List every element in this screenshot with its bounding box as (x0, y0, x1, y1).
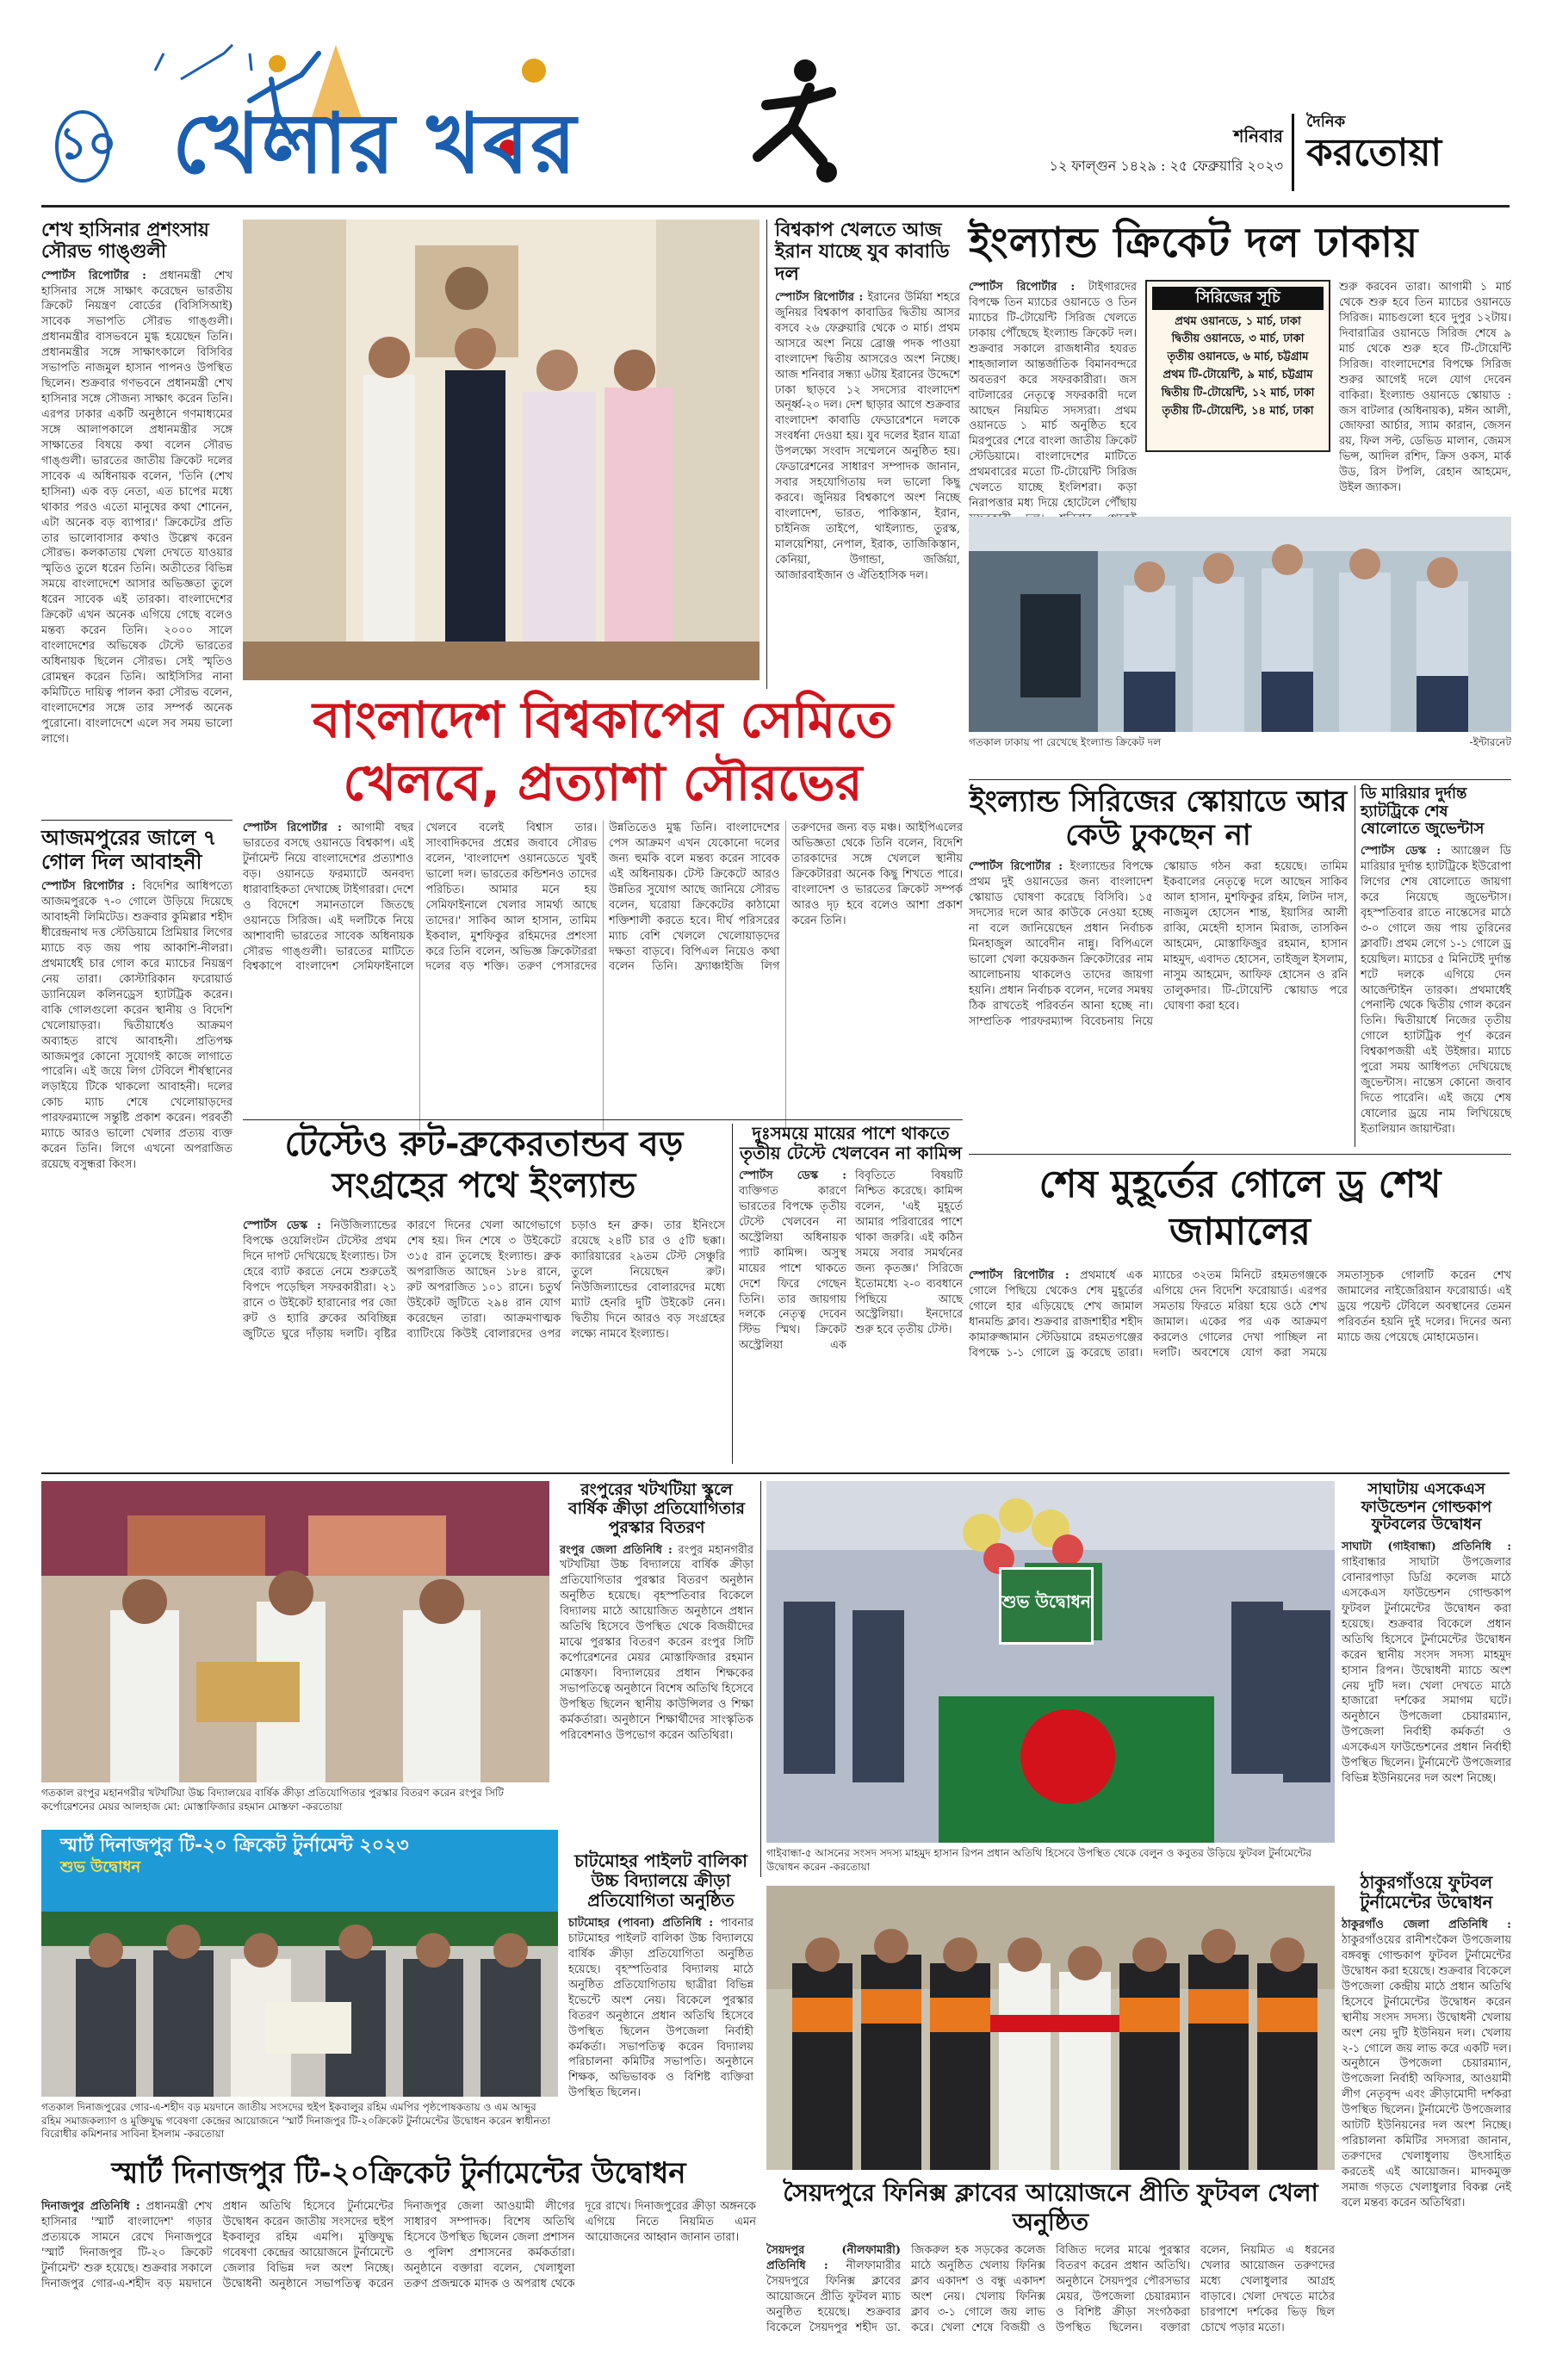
headline: স্মার্ট দিনাজপুর টি-২০ক্রিকেট টুর্নামেন্টের উদ্বোধন (111, 2156, 686, 2191)
byline: স্পোর্টস রিপোর্টার : (243, 821, 342, 834)
article-body: প্রধানমন্ত্রী শেখ হাসিনার 'স্মার্ট বাংলাদেশ' গড়ার প্রত্যয়কে সামনে রেখে দিনাজপুরে 'স্মার্ট দিনাজপুর টি-২০ ক্রিকেট টুর্নামেন্ট' শুরু হয়েছে। শুক্রবার সকালে দিনাজপুর গোর-এ-শহীদ বড় ময়দানে প্রধান অতিথি হিসেবে টুর্নামেন্টের উদ্বোধন করেন জাতীয় সংসদের হুইপ ইকবালুর রহিম এমপি। মুক্তিযুদ্ধ গবেষণা কেন্দ্রের আয়োজনে টুর্নামেন্টে জেলার বিভিন্ন দল অংশ নিচ্ছে। উদ্বোধনী অনুষ্ঠানে সভাপতিত্ব করেন দিনাজপুর জেলা আওয়ামী লীগের সাধারণ সম্পাদক। বিশেষ অতিথি হিসেবে উপস্থিত ছিলেন জেলা প্রশাসন ও পুলিশ প্রশাসনের কর্মকর্তারা। অনুষ্ঠানে বক্তারা বলেন, খেলাধুলা তরুণ প্রজন্মকে মাদক ও অপরাধ থেকে দূরে রাখে। দিনাজপুরের ক্রীড়া অঙ্গনকে এগিয়ে নিতে নিয়মিত এমন আয়োজনের আহ্বান জানান তারা। (41, 2200, 756, 2290)
article-body: পাবনার চাটমোহর পাইলট বালিকা উচ্চ বিদ্যালয়ে বার্ষিক ক্রীড়া প্রতিযোগিতা অনুষ্ঠিত হয়েছে। বৃহস্পতিবার বিদ্যালয় মাঠে অনুষ্ঠিত প্রতিযোগিতায় ছাত্রীরা বিভিন্ন ইভেন্টে অংশ নেয়। বিকেলে পুরস্কার বিতরণ অনুষ্ঠানে প্রধান অতিথি হিসেবে উপস্থিত ছিলেন উপজেলা নির্বাহী কর্মকর্তা। সভাপতিত্ব করেন বিদ্যালয় পরিচালনা কমিটির সভাপতি। অনুষ্ঠানে শিক্ষক, অভিভাবক ও বিশিষ্ট ব্যক্তিরা উপস্থিত ছিলেন। (568, 1917, 753, 2100)
article-body: নিউজিল্যান্ডের বিপক্ষে ওয়েলিংটন টেস্টের প্রথম দিনে দাপট দেখিয়েছে ইংল্যান্ড। টস হেরে ব্যাট করতে নেমে শুরুতেই বিপদে পড়েছিল সফরকারীরা। ২১ রানে ৩ উইকেট হারানোর পর জো রুট ও হ্যারি ব্রুকের অবিচ্ছিন্ন জুটিতে ঘুরে দাঁড়ায় দলটি। বৃষ্টির কারণে দিনের খেলা আগেভাগে শেষ হয়। দিন শেষে ৩ উইকেটে ৩১৫ রান তুলেছে ইংল্যান্ড। ব্রুক অপরাজিত আছেন ১৮৪ রানে, রুট অপরাজিত ১০১ রানে। চতুর্থ উইকেট জুটিতে ২৯৪ রান যোগ করেছেন তারা। আক্রমণাত্মক ব্যাটিংয়ে কিউই বোলারদের ওপর চড়াও হন ব্রুক। তার ইনিংসে রয়েছে ২৪টি চার ও ৫টি ছক্কা। ক্যারিয়ারের ২৯তম টেস্ট সেঞ্চুরি তুলে নিয়েছেন রুট। নিউজিল্যান্ডের বোলারদের মধ্যে ম্যাট হেনরি দুটি উইকেট নেন। দ্বিতীয় দিনে আরও বড় সংগ্রহের লক্ষ্যে নামবে ইংল্যান্ড। (243, 1219, 725, 1341)
column-rule (766, 220, 767, 689)
headline: দুঃসময়ে মায়ের পাশে থাকতে তৃতীয় টেস্টে খেলবেন না কামিন্স (740, 1123, 962, 1163)
article-body: অ্যাঞ্জেল ডি মারিয়ার দুর্দান্ত হ্যাটট্রিকে ইউরোপা লিগের শেষ ষোলোতে জায়গা করে নিয়েছে জুভেন্টাস। বৃহস্পতিবার রাতে নান্তেসের মাঠে ৩-০ গোলে জয় পায় তুরিনের ক্লাবটি। প্রথম লেগে ১-১ গোলে ড্র হয়েছিল। ম্যাচের ৫ মিনিটেই দুর্দান্ত শটে দলকে এগিয়ে দেন আর্জেন্টাইন তারকা। প্রথমার্ধেই পেনাল্টি থেকে দ্বিতীয় গোল করেন তিনি। দ্বিতীয়ার্ধে নিজের তৃতীয় গোলে হ্যাটট্রিক পূর্ণ করেন বিশ্বকাপজয়ী এই উইঙ্গার। ম্যাচে পুরো সময় আধিপত্য দেখিয়েছে জুভেন্টাস। নান্তেস কোনো জবাব দিতে পারেনি। এই জয়ে শেষ ষোলোর ড্রয়ে নাম লিখিয়েছে ইতালিয়ান জায়ান্টরা। (1361, 845, 1511, 1136)
article-abahani (41, 827, 232, 1464)
article-body: প্রথমার্ধে এক গোলে পিছিয়ে থেকেও শেষ মুহূর্তের গোলে হার এড়িয়েছে শেখ জামাল ধানমন্ডি ক্লাব। শুক্রবার রাজশাহীর শহীদ কামারুজ্জামান স্টেডিয়ামে রহমতগঞ্জের বিপক্ষে ১-১ গোলে ড্র করেছে তারা। ম্যাচের ৩২তম মিনিটে রহমতগঞ্জকে এগিয়ে দেন বিদেশি ফরোয়ার্ড। এরপর সমতায় ফিরতে মরিয়া হয়ে ওঠে শেখ জামাল। একের পর এক আক্রমণ করলেও গোলের দেখা পাচ্ছিল না দলটি। অবশেষে যোগ করা সময়ে সমতাসূচক গোলটি করেন শেখ জামালের নাইজেরিয়ান ফরোয়ার্ড। এই ড্রয়ে পয়েন্ট টেবিলে অবস্থানের তেমন পরিবর্তন হয়নি দুই দলের। দিনের অন্য ম্যাচে জয় পেয়েছে মোহামেডান। (969, 1269, 1511, 1360)
photo-caption (41, 1787, 549, 1825)
article-ganguly-praise (41, 220, 232, 814)
headline: রংপুরের খটখটিয়া স্কুলে বার্ষিক ক্রীড়া প্রতিযোগিতার পুরস্কার বিতরণ (568, 1480, 745, 1537)
england-arrival-art (969, 517, 1511, 732)
byline: স্পোর্টস রিপোর্টার : (969, 281, 1076, 294)
section-rule (969, 1154, 1511, 1155)
byline: স্পোর্টস রিপোর্টার : (969, 860, 1063, 874)
byline: স্পোর্টস রিপোর্টার : (41, 880, 136, 894)
headline: চাটমোহর পাইলট বালিকা উচ্চ বিদ্যালয়ে ক্রীড়া প্রতিযোগিতা অনুষ্ঠিত (574, 1850, 747, 1911)
headline: শেখ হাসিনার প্রশংসায় সৌরভ গাঙ্গুলী (41, 220, 209, 263)
caption-text: গতকাল রংপুর মহানগরীর খটখটিয়া উচ্চ বিদ্যালয়ের বার্ষিক ক্রীড়া প্রতিযোগিতার পুরস্কার বিতরণ করেন রংপুর সিটি কর্পোরেশনের মেয়র আলহাজ মো: মোস্তাফিজার রহমান মোস্তফা (41, 1787, 504, 1813)
article-body: বিদেশির আধিপত্যে আজমপুরকে ৭-০ গোলে উড়িয়ে দিয়েছে আবাহনী লিমিটেড। শুক্রবার কুমিল্লার শহীদ ধীরেন্দ্রনাথ দত্ত স্টেডিয়ামে প্রিমিয়ার লিগের ম্যাচে বড় জয় পায় আকাশি-নীলরা। প্রথমার্ধেই চার গোল করে ম্যাচের নিয়ন্ত্রণ নেয় তারা। কোস্টারিকান ফরোয়ার্ড ড্যানিয়েল কলিনড্রেস হ্যাটট্রিক করেন। বাকি গোলগুলো করেন স্থানীয় ও বিদেশি খেলোয়াড়রা। দ্বিতীয়ার্ধেও আক্রমণ অব্যাহত রাখে আবাহনী। প্রতিপক্ষ আজমপুর কোনো সুযোগই কাজে লাগাতে পারেনি। এই জয়ে লিগ টেবিলে শীর্ষস্থানের লড়াইয়ে টিকে থাকলো আবাহনী। দলের কোচ ম্যাচ শেষে খেলোয়াড়দের পারফরম্যান্সে সন্তুষ্টি প্রকাশ করেন। পরবর্তী ম্যাচে আরও ভালো খেলার প্রত্যয় ব্যক্ত করেন তিনি। লিগে এখনো অপরাজিত রয়েছে বসুন্ধরা কিংস। (41, 880, 233, 1172)
photo-caption: গতকাল ঢাকায় পা রেখেছে ইংল্যান্ড ক্রিকেট দল (969, 736, 1162, 748)
headline: আজমপুরের জালে ৭ গোল দিল আবাহনী (41, 826, 217, 874)
byline: রংপুর জেলা প্রতিনিধি : (560, 1543, 673, 1557)
column-rule (41, 820, 232, 821)
article-cummins (739, 1124, 963, 1464)
photo-caption (766, 1847, 1335, 1878)
column-rule (732, 1124, 733, 1464)
caption-text: গতকাল দিনাজপুরের গোর-এ-শহীদ বড় ময়দানে জাতীয় সংসদের হুইপ ইকবালুর রহিম এমপির পৃষ্ঠপোষকতায় ও এম আব্দুর রহিম সমাজকল্যাণ ও মুক্তিযুদ্ধ গবেষণা কেন্দ্রের আয়োজনে 'স্মার্ট দিনাজপুর টি-২০ক্রিকেট টুর্নামেন্টের উদ্বোধন করেন স্বাধীনতা বিরোধীর কমিশনার সাবিনা ইসলাম (41, 2101, 551, 2141)
banner-subtitle: শুভ উদ্বোধন (60, 1857, 141, 1876)
saghata-photo (766, 1481, 1335, 1843)
byline: সাঘাটা (গাইবান্ধা) প্রতিনিধি : (1342, 1540, 1511, 1554)
headline: ঠাকুরগাঁওয়ে ফুটবল টুর্নামেন্টের উদ্বোধন (1360, 1872, 1493, 1912)
headline: ডি মারিয়ার দুর্দান্ত হ্যাটট্রিকে শেষ ষোলোতে জুভেন্টাস (1361, 784, 1485, 839)
byline: স্পোর্টস রিপোর্টার : (41, 269, 146, 282)
schedule-row: প্রথম ওয়ানডে, ১ মার্চ, ঢাকা (1175, 314, 1301, 328)
article-body: গাইবান্ধার সাঘাটা উপজেলার বোনারপাড়া ডিগ্রি কলেজ মাঠে এসকেএস ফাউন্ডেশন গোল্ডকাপ ফুটবল টুর্নামেন্টের উদ্বোধন করা হয়েছে। শুক্রবার বিকেলে প্রধান অতিথি হিসেবে টুর্নামেন্টের উদ্বোধন করেন স্থানীয় সংসদ সদস্য মাহমুদ হাসান রিপন। উদ্বোধনী ম্যাচে অংশ নেয় দুটি দল। খেলা দেখতে মাঠে হাজারো দর্শকের সমাগম ঘটে। অনুষ্ঠানে উপজেলা চেয়ারম্যান, উপজেলা নির্বাহী কর্মকর্তা ও এসকেএস ফাউন্ডেশনের প্রধান নির্বাহী উপস্থিত ছিলেন। টুর্নামেন্টে উপজেলার বিভিন্ন ইউনিয়নের দল অংশ নিচ্ছে। (1342, 1556, 1511, 1786)
date-block (947, 127, 1283, 187)
article-body: নীলফামারীর সৈয়দপুরে ফিনিক্স ক্লাবের আয়োজনে প্রীতি ফুটবল ম্যাচ অনুষ্ঠিত হয়েছে। শুক্রবার বিকেলে সৈয়দপুর শহীদ ডা. জিকরুল হক সড়কের কলেজ মাঠে অনুষ্ঠিত খেলায় ফিনিক্স ক্লাব একাদশ ও বন্ধু একাদশ অংশ নেয়। খেলায় ফিনিক্স ক্লাব ৩-১ গোলে জয় লাভ করে। খেলা শেষে বিজয়ী ও বিজিত দলের মাঝে পুরস্কার বিতরণ করেন প্রধান অতিথি। অনুষ্ঠানে সৈয়দপুর পৌরসভার মেয়র, উপজেলা চেয়ারম্যান ও বিশিষ্ট ক্রীড়া সংগঠকরা উপস্থিত ছিলেন। বক্তারা বলেন, নিয়মিত এ ধরনের খেলার আয়োজন তরুণদের মধ্যে খেলাধুলার আগ্রহ বাড়াবে। খেলা দেখতে মাঠের চারপাশে দর্শকের ভিড় ছিল চোখে পড়ার মতো। (766, 2244, 1335, 2334)
caption-credit: -করতোয়া (829, 1860, 871, 1873)
article-saghata-football (1342, 1481, 1511, 1864)
article-body-left: টাইগারদের বিপক্ষে তিন ম্যাচের ওয়ানডে ও তিন ম্যাচের টি-টোয়েন্টি সিরিজ খেলতে ঢাকায় পৌঁছেছে ইংল্যান্ড ক্রিকেট দল। শুক্রবার সকালে রাজধানীর হযরত শাহজালাল আন্তর্জাতিক বিমানবন্দরে অবতরণ করে সফরকারীরা। জস বাটলারের নেতৃত্বে সফরকারী দলে আছেন নিয়মিত সদস্যরা। প্রথম ওয়ানডে ১ মার্চ অনুষ্ঠিত হবে মিরপুরের শেরে বাংলা জাতীয় ক্রিকেট স্টেডিয়ামে। বাংলাদেশের মাটিতে প্রথমবারের মতো টি-টোয়েন্টি সিরিজ খেলতে যাচ্ছে ইংলিশরা। কড়া নিরাপত্তার মধ্য দিয়ে হোটেলে পৌঁছায় (969, 281, 1137, 511)
headline: বাংলাদেশ বিশ্বকাপের সেমিতে খেলবে, প্রত্যাশা সৌরভের (312, 691, 893, 812)
headline: বিশ্বকাপ খেলতে আজ ইরান যাচ্ছে যুব কাবাডি দল (775, 220, 950, 285)
schedule-row: প্রথম টি-টোয়েন্টি, ৯ মার্চ, চট্টগ্রাম (1162, 369, 1313, 382)
rangpur-photo (41, 1481, 549, 1782)
caption-credit: -করতোয়া (183, 2128, 225, 2141)
article-england-squad (969, 785, 1348, 1147)
rangpur-photo-art (41, 1481, 549, 1782)
headline: ইংল্যান্ড সিরিজের স্কোয়াডে আর কেউ ঢুকছেন না (969, 784, 1348, 853)
article-body: ঠাকুরগাঁওয়ের রানীশংকৈল উপজেলায় বঙ্গবন্ধু গোল্ডকাপ ফুটবল টুর্নামেন্টের উদ্বোধন করা হয়েছে। শুক্রবার বিকেলে উপজেলা কেন্দ্রীয় মাঠে প্রধান অতিথি হিসেবে টুর্নামেন্টের উদ্বোধন করেন স্থানীয় সংসদ সদস্য। উদ্বোধনী খেলায় অংশ নেয় দুটি ইউনিয়ন দল। খেলায় ২-১ গোলে জয় লাভ করে একটি দল। অনুষ্ঠানে উপজেলা চেয়ারম্যান, উপজেলা নির্বাহী অফিসার, আওয়ামী লীগ নেতৃবৃন্দ এবং ক্রীড়ামোদী দর্শকরা উপস্থিত ছিলেন। টুর্নামেন্টে উপজেলার আটটি ইউনিয়নের দল অংশ নিচ্ছে। পরিচালনা কমিটির সদস্যরা জানান, তরুণদের খেলাধুলায় উৎসাহিত করতেই এই আয়োজন। মাদকমুক্ত সমাজ গড়তে খেলাধুলার বিকল্প নেই বলে মন্তব্য করেন অতিথিরা। (1342, 1933, 1511, 2210)
headline: সাঘাটায় এসকেএস ফাউন্ডেশন গোল্ডকাপ ফুটবলের উদ্বোধন (1361, 1480, 1492, 1534)
section-rule (41, 1472, 1510, 1474)
article-kabaddi (775, 220, 960, 689)
article-body: ইংল্যান্ডের বিপক্ষে প্রথম দুই ওয়ানডের জন্য বাংলাদেশ স্কোয়াড ঘোষণা করেছে বিসিবি। ১৫ সদস্যের দলে আর কাউকে নেওয়া হচ্ছে না বলে জানিয়েছেন প্রধান নির্বাচক মিনহাজুল আবেদীন নান্নু। বিপিএলে ভালো খেলা কয়েকজন ক্রিকেটারের নাম আলোচনায় থাকলেও তাদের জায়গা হয়নি। প্রধান নির্বাচক বলেন, দলের সমন্বয় ঠিক রাখতেই পরিবর্তন আনা হচ্ছে না। সাম্প্রতিক পারফরম্যান্স বিবেচনায় নিয়ে স্কোয়াড গঠন করা হয়েছে। তামিম ইকবালের নেতৃত্বে দলে আছেন সাকিব আল হাসান, মুশফিকুর রহিম, লিটন দাস, নাজমুল হোসেন শান্ত, ইয়াসির আলী রাব্বি, মেহেদী হাসান মিরাজ, তাসকিন আহমেদ, মোস্তাফিজুর রহমান, হাসান মাহমুদ, এবাদত হোসেন, তাইজুল ইসলাম, নাসুম আহমেদ, আফিফ হোসেন ও রনি তালুকদার। টি-টোয়েন্টি স্কোয়াড পরে ঘোষণা করা হবে। (969, 860, 1348, 1028)
dinajpur-banner (60, 1834, 542, 1899)
headline: ইংল্যান্ড ক্রিকেট দল ঢাকায় (969, 219, 1419, 267)
headline: সৈয়দপুরে ফিনিক্স ক্লাবের আয়োজনে প্রীতি ফুটবল খেলা অনুষ্ঠিত (783, 2179, 1318, 2236)
article-body: রংপুর মহানগরীর খটখটিয়া উচ্চ বিদ্যালয়ে বার্ষিক ক্রীড়া প্রতিযোগিতার পুরস্কার বিতরণ অনুষ্ঠান অনুষ্ঠিত হয়েছে। বৃহস্পতিবার বিকেলে বিদ্যালয় মাঠে আয়োজিত অনুষ্ঠানে প্রধান অতিথি হিসেবে উপস্থিত থেকে বিজয়ীদের মাঝে পুরস্কার বিতরণ করেন রংপুর সিটি কর্পোরেশনের মেয়র মোস্তাফিজার রহমান মোস্তফা। বিদ্যালয়ের প্রধান শিক্ষকের সভাপতিত্বে অনুষ্ঠানে বিশেষ অতিথি হিসেবে উপস্থিত ছিলেন স্থানীয় কাউন্সিলর ও শিক্ষা কর্মকর্তারা। অনুষ্ঠানে শিক্ষার্থীদের সাংস্কৃতিক পরিবেশনাও উপভোগ করেন অতিথিরা। (560, 1543, 753, 1742)
schedule-row: দ্বিতীয় ওয়ানডে, ৩ মার্চ, ঢাকা (1171, 332, 1305, 346)
article-smart-dinajpur (41, 2157, 756, 2364)
page-number: ১০ (59, 118, 117, 170)
article-root-brook (243, 1124, 725, 1464)
section-rule (969, 779, 1511, 780)
ganguly-photo-art (243, 220, 760, 680)
issue-date: ১২ ফাল্গুন ১৪২৯ : ২৫ ফেব্রুয়ারি ২০২৩ (1049, 158, 1283, 174)
saidpur-photo (766, 1886, 1335, 2170)
banner-title: স্মার্ট দিনাজপুর টি-২০ ক্রিকেট টুর্নামেন্ট ২০২৩ (60, 1835, 409, 1856)
article-rangpur-sports (560, 1481, 753, 1843)
column-rule (760, 1481, 761, 1877)
byline: দিনাজপুর প্রতিনিধি : (41, 2200, 140, 2214)
saidpur-photo-art (766, 1886, 1335, 2170)
saghata-photo-art (766, 1481, 1335, 1843)
caption-text: গাইবান্ধা-৫ আসনের সংসদ সদস্য মাহমুদ হাসান রিপন প্রধান অতিথি হিসেবে উপস্থিত থেকে বেলুন ও কবুতর উড়িয়ে ফুটবল টুর্নামেন্টের উদ্বোধন করেন (766, 1847, 1311, 1873)
masthead (52, 19, 1507, 195)
section-title: খেলার খবর (172, 96, 578, 192)
section-rule (243, 1119, 963, 1120)
article-body-right: শুরু করবেন তারা। আগামী ১ মার্চ থেকে শুরু হবে তিন ম্যাচের ওয়ানডে সিরিজ। ম্যাচগুলো হবে দুপুর ১২টায়। দিবারাত্রির ওয়ানডে সিরিজ শেষে ৯ মার্চ থেকে শুরু হবে টি-টোয়েন্টি সিরিজ। বাংলাদেশের বিপক্ষে সিরিজ শুরুর আগেই দলে যোগ দেবেন বাকিরা। ইংল্যান্ড ওয়ানডে স্কোয়াড : জস বাটলার (অধিনায়ক), মঈন আলী, জোফরা আর্চার, স্যাম কারান, জেসন রয়, ফিল সল্ট, ডেভিড মালান, জেমস ভিন্স, আদিল রশিদ, ক্রিস ওকস, মার্ক উড, রিস টপলি, রেহান আহমেদ, উইল জ্যাকস। (1339, 281, 1511, 495)
article-chatmohar-sports (568, 1851, 753, 2191)
masthead-rule (41, 205, 1510, 208)
schedule-row: দ্বিতীয় টি-টোয়েন্টি, ১২ মার্চ, ঢাকা (1161, 386, 1315, 400)
paper-logo-small: দৈনিক (1306, 113, 1346, 131)
byline: ঠাকুরগাঁও জেলা প্রতিনিধি : (1342, 1918, 1511, 1931)
byline: স্পোর্টস রিপোর্টার : (775, 290, 864, 304)
paper-logo-name: করতোয়া (1306, 130, 1442, 175)
byline: সৈয়দপুর (নীলফামারী) প্রতিনিধি : (766, 2244, 901, 2273)
saghata-banner (999, 1567, 1094, 1645)
article-di-maria (1361, 785, 1511, 1147)
article-saidpur-phoenix (766, 2179, 1335, 2364)
article-thakurgaon-football (1342, 1873, 1511, 2355)
paper-logo (1292, 114, 1507, 191)
banner-text: শুভ উদ্বোধন (1001, 1591, 1091, 1612)
caption-credit: -করতোয়া (301, 1800, 343, 1813)
article-body (969, 280, 1137, 511)
ganguly-photo (243, 220, 760, 680)
article-body: আগামী বছর ভারতের বসছে ওয়ানডে বিশ্বকাপ। এই টুর্নামেন্ট নিয়ে বাংলাদেশের প্রত্যাশাও বড়। ওয়ানডে ফরম্যাটে অনবদ্য ধারাবাহিকতা দেখাচ্ছে টাইগাররা। দেশে ও বিদেশে সমানতালে জিতছে ওয়ানডে সিরিজ। এই দলটিকে নিয়ে আশাবাদী ভারতের সাবেক অধিনায়ক সৌরভ গাঙ্গুলী। ভারতের মাটিতে বিশ্বকাপে বাংলাদেশ সেমিফাইনালে খেলবে বলেই বিশ্বাস তার। সাংবাদিকদের প্রশ্নের জবাবে সৌরভ বলেন, 'বাংলাদেশ ওয়ানডেতে খুবই ভালো দল। ভারতের কন্ডিশনও তাদের পরিচিত। আমার মনে হয় সেমিফাইনালে খেলার সামর্থ্য আছে তাদের।' সাকিব আল হাসান, তামিম ইকবাল, মুশফিকুর রহিমদের প্রশংসা করে তিনি বলেন, অভিজ্ঞ ক্রিকেটাররা দলের বড় শক্তি। তরুণ পেসারদের উন্নতিতেও মুগ্ধ তিনি। বাংলাদেশের পেস আক্রমণ এখন যেকোনো দলের জন্য হুমকি বলে মন্তব্য করেন সাবেক এই অধিনায়ক। টেস্ট ক্রিকেটে আরও উন্নতির সুযোগ আছে জানিয়ে সৌরভ বলেন, ঘরোয়া ক্রিকেটের কাঠামো শক্তিশালী করতে হবে। দীর্ঘ পরিসরের ম্যাচ বেশি খেললে খেলোয়াড়দের দক্ষতা বাড়বে। বিপিএল নিয়েও কথা বলেন তিনি। ফ্র্যাঞ্চাইজি লিগ তরুণদের জন্য বড় মঞ্চ। আইপিএলের অভিজ্ঞতা থেকে তিনি বলেন, বিদেশি তারকাদের সঙ্গে খেললে স্থানীয় ক্রিকেটাররা অনেক কিছু শিখতে পারে। বাংলাদেশ ও ভারতের ক্রিকেট সম্পর্ক আরও দৃঢ় হবে বলেও আশা প্রকাশ করেন তিনি। (243, 821, 963, 974)
article-england-team (969, 220, 1511, 771)
photo-credit: -ইন্টারনেট (1469, 736, 1511, 748)
byline: স্পোর্টস ডেস্ক : (243, 1219, 321, 1232)
byline: স্পোর্টস ডেস্ক : (739, 1169, 846, 1182)
article-body: ব্যক্তিগত কারণে ভারতের বিপক্ষে তৃতীয় টেস্টে খেলবেন না অস্ট্রেলিয়া অধিনায়ক প্যাট কামিন্স। অসুস্থ মায়ের পাশে থাকতে দেশে ফিরে গেছেন তিনি। তার জায়গায় দলকে নেতৃত্ব দেবেন স্টিভ স্মিথ। ক্রিকেট অস্ট্রেলিয়া এক বিবৃতিতে বিষয়টি নিশ্চিত করেছে। কামিন্স বলেন, 'এই মুহূর্তে আমার পরিবারের পাশে থাকা জরুরি। এই কঠিন সময়ে সবার সমর্থনের জন্য কৃতজ্ঞ।' সিরিজে ইতোমধ্যে ২-০ ব্যবধানে পিছিয়ে আছে অস্ট্রেলিয়া। ইনদোরে শুরু হবে তৃতীয় টেস্ট। (739, 1169, 963, 1353)
schedule-title: সিরিজের সূচি (1152, 287, 1324, 310)
byline: স্পোর্টস ডেস্ক : (1361, 845, 1442, 858)
byline: চাটমোহর (পাবনা) প্রতিনিধি : (568, 1917, 714, 1930)
article-sheikh-jamal (969, 1161, 1511, 1464)
issue-day: শনিবার (1233, 126, 1283, 146)
schedule-row: তৃতীয় টি-টোয়েন্টি, ১৪ মার্চ, ঢাকা (1162, 404, 1314, 418)
headline: টেস্টেও রুট-ব্রুকেরতান্ডব বড় সংগ্রহের পথে ইংল্যান্ড (284, 1125, 684, 1205)
byline: স্পোর্টস রিপোর্টার : (969, 1269, 1070, 1282)
article-body: ইরানের উর্মিয়া শহরে জুনিয়র বিশ্বকাপ কাবাডির দ্বিতীয় আসর বসবে ২৬ ফেব্রুয়ারি থেকে ৩ মার্চ। প্রথম আসরে অংশ নিয়ে ব্রোঞ্জ পদক পাওয়া বাংলাদেশ দ্বিতীয় আসরেও অংশ নিচ্ছে। আজ শনিবার সন্ধ্যা ৬টায় ইরানের উদ্দেশে ঢাকা ছাড়বে ১২ সদস্যের বাংলাদেশ অনূর্ধ্ব-২০ দল। দেশ ছাড়ার আগে শুক্রবার বাংলাদেশ কাবাডি ফেডারেশনে দলকে সংবর্ধনা দেওয়া হয়। যুব দলের ইরান যাত্রা উপলক্ষ্যে সংবাদ সম্মেলনে অনুষ্ঠিত হয়। ফেডারেশনের সাধারণ সম্পাদক জানান, সবার সহযোগিতায় দল ভালো কিছু করবে। জুনিয়র বিশ্বকাপে অংশ নিচ্ছে বাংলাদেশ, ভারত, পাকিস্তান, ইরান, চাইনিজ তাইপে, থাইল্যান্ড, তুরস্ক, মালয়েশিয়া, নেপাল, ইরাক, তাজিকিস্তান, কেনিয়া, উগান্ডা, জর্জিয়া, আজারবাইজান ও ঐতিহাসিক দল। (775, 290, 960, 582)
headline: শেষ মুহূর্তের গোলে ড্র শেখ জামালের (1038, 1162, 1442, 1254)
photo-caption (41, 2101, 558, 2153)
england-arrival-photo (969, 517, 1511, 732)
schedule-row: তৃতীয় ওয়ানডে, ৬ মার্চ, চট্টগ্রাম (1167, 350, 1309, 364)
article-body: প্রধানমন্ত্রী শেখ হাসিনার সঙ্গে সাক্ষাৎ করেছেন ভারতীয় ক্রিকেট নিয়ন্ত্রণ বোর্ডের (বিসিসিআই) সাবেক সভাপতি সৌরভ গাঙ্গুলী। প্রধানমন্ত্রীর বাসভবনে মুগ্ধ হয়েছেন তিনি। প্রধানমন্ত্রীর সঙ্গে সাক্ষাৎকালে বিসিবির সভাপতি নাজমুল হাসান পাপনও উপস্থিত ছিলেন। শুক্রবার গণভবনে প্রধানমন্ত্রী শেখ হাসিনার সঙ্গে সৌজন্য সাক্ষাৎ করেন তিনি। এরপর ঢাকার একটি অনুষ্ঠানে গণমাধ্যমের সঙ্গে আলাপকালে প্রধানমন্ত্রীর সঙ্গে সাক্ষাতের বিষয়ে কথা বলেন সৌরভ গাঙ্গুলী। ভারতের জাতীয় ক্রিকেট দলের সাবেক এ অধিনায়ক বলেন, 'তিনি (শেখ হাসিনা) এক বড় নেতা, এত চাপের মধ্যে থাকার পরও এতো মানুষের কথা শোনেন, এটা অনেক বড় ব্যাপার।' ক্রিকেটের প্রতি তার ভালোবাসার কথাও উল্লেখ করেন সৌরভ। কলকাতায় খেলা দেখতে যাওয়ার স্মৃতিও তুলে ধরেন তিনি। অতীতের বিভিন্ন সময়ে বাংলাদেশে আসার অভিজ্ঞতা তুলে ধরেন সাবেক এই তারকা। বাংলাদেশের ক্রিকেট এখন অনেক এগিয়ে গেছে বলেও মন্তব্য করেন তিনি। ২০০০ সালে বাংলাদেশের অভিষেক টেস্টে ভারতের অধিনায়ক ছিলেন সৌরভ। সেই স্মৃতিও রোমন্থন করেন তিনি। আইসিসির নানা কমিটিতে দায়িত্ব পালন করা সৌরভ বলেন, বাংলাদেশের সঙ্গে তার সম্পর্ক অনেক পুরোনো। বাংলাদেশে এলে সব সময় ভালো লাগে। (41, 269, 232, 746)
series-schedule (1145, 280, 1330, 452)
